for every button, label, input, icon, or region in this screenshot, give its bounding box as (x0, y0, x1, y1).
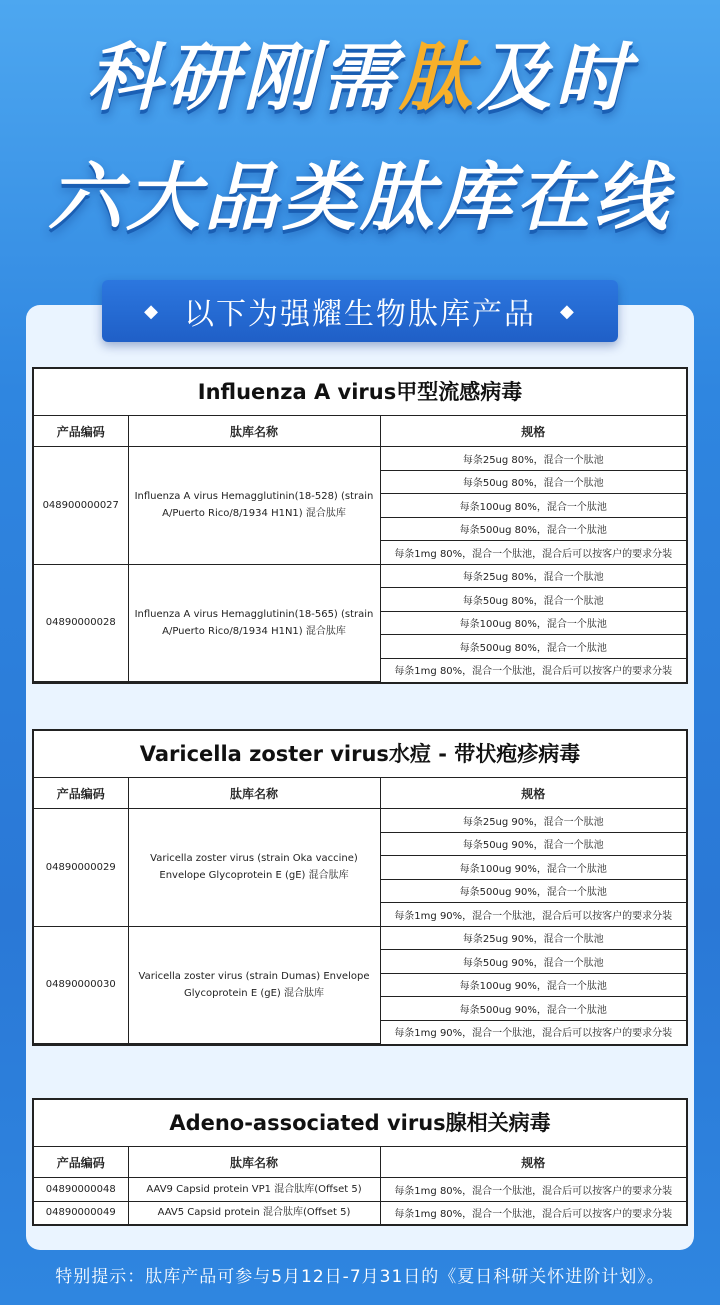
product-name: Influenza A virus Hemagglutinin(18-528) (strain A/Puerto Rico/8/1934 H1N1) 混合肽库 (128, 447, 380, 565)
product-spec: 每条1mg 80%，混合一个肽池，混合后可以按客户的要求分装 (380, 658, 686, 681)
table-row (34, 1178, 686, 1202)
col-header-name: 肽库名称 (128, 778, 380, 809)
table-row (34, 926, 686, 950)
col-header-spec: 规格 (380, 1147, 686, 1178)
product-spec: 每条50ug 90%，混合一个肽池 (380, 950, 686, 974)
card-title: Influenza A virus甲型流感病毒 (34, 369, 686, 416)
card-title: Varicella zoster virus水痘 - 带状疱疹病毒 (34, 731, 686, 778)
product-table (34, 1147, 686, 1224)
product-spec: 每条25ug 80%，混合一个肽池 (380, 564, 686, 588)
product-name: Varicella zoster virus (strain Dumas) Envelope Glycoprotein E (gE) 混合肽库 (128, 926, 380, 1043)
product-spec: 每条500ug 80%，混合一个肽池 (380, 517, 686, 541)
col-header-spec: 规格 (380, 416, 686, 447)
product-code: 04890000029 (34, 809, 128, 927)
product-spec: 每条25ug 90%，混合一个肽池 (380, 926, 686, 950)
product-code: 04890000030 (34, 926, 128, 1043)
col-header-spec: 规格 (380, 778, 686, 809)
product-spec: 每条500ug 90%，混合一个肽池 (380, 879, 686, 903)
product-spec: 每条1mg 80%，混合一个肽池，混合后可以按客户的要求分装 (380, 541, 686, 565)
card-aav (32, 1098, 688, 1226)
product-spec: 每条1mg 90%，混合一个肽池，混合后可以按客户的要求分装 (380, 903, 686, 927)
col-header-code: 产品编码 (34, 778, 128, 809)
product-name: Influenza A virus Hemagglutinin(18-565) (strain A/Puerto Rico/8/1934 H1N1) 混合肽库 (128, 564, 380, 681)
headline-part2: 及时 (477, 35, 633, 121)
table-row (34, 564, 686, 588)
table-row (34, 809, 686, 833)
product-name: Varicella zoster virus (strain Oka vaccine) Envelope Glycoprotein E (gE) 混合肽库 (128, 809, 380, 927)
product-spec: 每条50ug 80%，混合一个肽池 (380, 588, 686, 612)
card-varicella (32, 729, 688, 1046)
product-code: 04890000049 (34, 1201, 128, 1224)
product-spec: 每条1mg 90%，混合一个肽池，混合后可以按客户的要求分装 (380, 1020, 686, 1043)
product-code: 048900000027 (34, 447, 128, 565)
product-code: 04890000048 (34, 1178, 128, 1202)
table-header-row (34, 416, 686, 447)
card-influenza (32, 367, 688, 684)
product-spec: 每条500ug 90%，混合一个肽池 (380, 997, 686, 1021)
banner-text: 以下为强耀生物肽库产品 (184, 297, 536, 332)
headline-highlight: 肽 (399, 35, 477, 121)
product-spec: 每条500ug 80%，混合一个肽池 (380, 635, 686, 659)
table-row (34, 1201, 686, 1224)
diamond-icon: ◆ (560, 300, 576, 322)
col-header-code: 产品编码 (34, 416, 128, 447)
product-name: AAV9 Capsid protein VP1 混合肽库(Offset 5) (128, 1178, 380, 1202)
card-title: Adeno-associated virus腺相关病毒 (34, 1100, 686, 1147)
product-spec: 每条100ug 90%，混合一个肽池 (380, 973, 686, 997)
section-banner (102, 280, 618, 342)
headline-line2: 六大品类肽库在线 (48, 155, 672, 241)
diamond-icon: ◆ (144, 300, 160, 322)
product-spec: 每条50ug 80%，混合一个肽池 (380, 470, 686, 494)
col-header-name: 肽库名称 (128, 1147, 380, 1178)
table-header-row (34, 778, 686, 809)
product-spec: 每条100ug 90%，混合一个肽池 (380, 856, 686, 880)
table-row (34, 447, 686, 471)
product-table (34, 778, 686, 1044)
product-spec: 每条100ug 80%，混合一个肽池 (380, 494, 686, 518)
table-header-row (34, 1147, 686, 1178)
col-header-code: 产品编码 (34, 1147, 128, 1178)
product-spec: 每条1mg 80%，混合一个肽池，混合后可以按客户的要求分装 (380, 1201, 686, 1224)
product-table (34, 416, 686, 682)
product-spec: 每条1mg 80%，混合一个肽池，混合后可以按客户的要求分装 (380, 1178, 686, 1202)
col-header-name: 肽库名称 (128, 416, 380, 447)
product-name: AAV5 Capsid protein 混合肽库(Offset 5) (128, 1201, 380, 1224)
product-spec: 每条25ug 80%，混合一个肽池 (380, 447, 686, 471)
headline-line1 (0, 30, 720, 126)
product-code: 04890000028 (34, 564, 128, 681)
product-spec: 每条100ug 80%，混合一个肽池 (380, 611, 686, 635)
product-spec: 每条25ug 90%，混合一个肽池 (380, 809, 686, 833)
product-spec: 每条50ug 90%，混合一个肽池 (380, 832, 686, 856)
headline-part1: 科研刚需 (87, 35, 399, 121)
footer-notice: 特别提示：肽库产品可参与5月12日-7月31日的《夏日科研关怀进阶计划》。 (55, 1267, 665, 1287)
